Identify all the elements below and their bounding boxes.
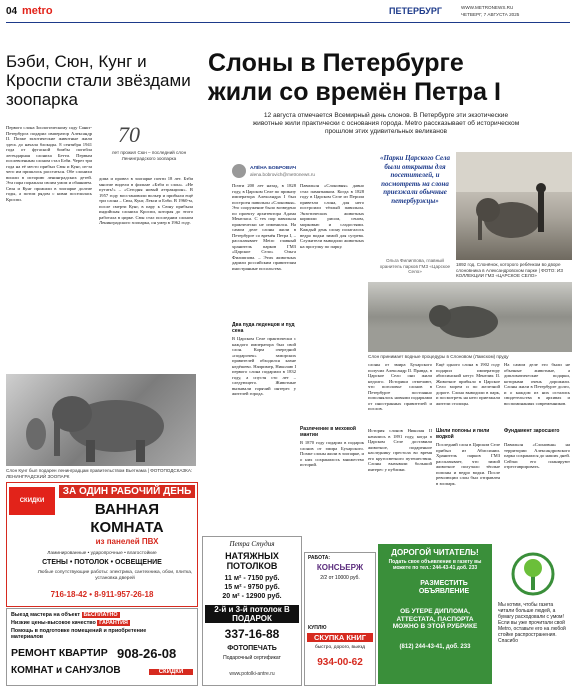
author-name: АЛЁНА БОБРОВИЧ [250,166,297,171]
ad4-phone: 934-00-62 [317,657,363,668]
quote-author: Ольга Филиппова, главный хранитель парков ГМЗ «Царское Село» [379,258,451,275]
subhead-1: Два пуда леденцов и пуд сена [232,322,295,334]
page-number: 04 [6,6,18,17]
photo-caption-top: 1892 год. Слонёнок, которого ребёнком во дворе слоновника в Александровском парке | ФОТО: ИЗ КОЛЛЕКЦИИ ГМЗ «ЦАРСКОЕ СЕЛО» [456,262,563,279]
ad3-price-2: 15 м² - 9750 руб. [224,584,280,591]
section-city: ПЕТЕРБУРГ [389,6,442,16]
ad5-title: ДОРОГОЙ ЧИТАТЕЛЬ! [391,548,479,557]
main-col-e: На самом деле это были не обычные животные, а дипломатические подарки, которыми очень дорожили. Слоны жили в Петербурге долго, и о каждом из них остались свидетельства в архивах и воспоминаниях современников. [504,362,570,406]
brand-logo: metro [22,5,53,17]
ad1-badge: СКИДКИ [9,487,55,515]
elephant-pond-icon [368,282,572,352]
ad2-line-2-text: Низкие цены-высокое качество [11,620,96,626]
ad3-phone: 337-16-88 [224,627,280,641]
ad1-sub: из панелей ПВХ [95,537,159,546]
ad-dear-reader[interactable] [378,544,492,684]
main-col-c: слоны от эмира Бухарского получил Александр II. Правда, в Царское Село они жили недолго. Историки отмечают, что поголовье слонов в Петербурге постоянно пополнялось новыми подарками от иностранных правителей и послов. [368,362,432,411]
ad1-title-1: ВАННАЯ [94,501,160,518]
main-col-d: Ещё одного слона в 1902 году подарил императору абиссинский негус Менелик II. Животное прибыло в Царское Село морем и по железной дороге. Слона выводили в парк, и посмотреть на него приезжали жители столицы. [436,362,500,406]
ad3-price-3: 20 м² - 12900 руб. [222,593,282,600]
author-avatar [232,164,246,178]
ad3-promo: 2-й и 3-й потолок В ПОДАРОК [205,605,299,623]
pull-quote: «Парки Царского Села были открыты для посетителей, и посмотреть на слона приезжали обычные петербуржцы» [379,154,451,205]
elephant-silhouette-icon [6,374,196,466]
main-col-b2: В 1870 году подарил в подарок слонов от эмира Бухарского. Позже слоны жили в зоопарке, и о них сохранилось множество историй. [300,440,364,467]
ad3-extra: ФОТОПЕЧАТЬ [227,645,277,652]
ad2-title: РЕМОНТ КВАРТИР [11,647,108,659]
ad4-books: СКУПКА КНИГ [307,633,373,642]
main-headline-2: жили со времён Петра I [208,78,501,106]
ad-repair[interactable] [6,608,198,686]
elephant-archive-icon [456,152,572,260]
author-email: alena.bobrovich@metronews.ru [250,172,315,177]
ad4-buy: КУПЛЮ [308,625,327,631]
ad-recycle [496,546,572,684]
ad4-title: КОНСЬЕРЖ [316,563,364,572]
ad3-title: НАТЯЖНЫХ ПОТОЛКОВ [225,551,279,571]
ad2-line-2 [11,620,191,626]
sidebar-headline: Бэби, Сюн, Кунг и Кроспи стали звёздами зоопарка [6,52,191,109]
ad4-sub: 2/2 от 10000 руб. [320,575,360,581]
ad-concierge-books[interactable] [304,552,376,686]
big-number: 70 [118,122,140,147]
ad1-title-2: КОМНАТА [90,519,164,536]
ad4-books-sub: быстро, дорого, выезд [314,645,366,650]
ad2-line-1 [11,612,191,618]
main-headline-1: Слоны в Петербурге [208,49,464,77]
ad2-badge: СКИДКИ [149,669,193,675]
photo-caption-bottom: Слон принимает водные процедуры в Слоновом (Ламском) пруду [368,354,509,359]
main-col-d2: Последний слон в Царском Селе прибыл из Абиссинии. Хранитель парков ГМЗ рассказывает, что зимой животное получало тёплые попоны и ведро водки. После революции слон был отправлен в зоопарк. [436,442,500,486]
main-col-e2: Павильон «Слоновня» на территории Александровского парка сохранился до наших дней. Сейчас его планируют отреставрировать. [504,442,570,469]
main-lead: 12 августа отмечается Всемирный день слонов. В Петербурге эти экзотические животные жили практически с основания города. Metro рассказывает об историческом прошлом этих удивительных великанов [252,112,520,135]
ad3-extra-2: Подарочный сертификат [223,655,281,661]
subhead-4: Фундамент заросшего [504,428,560,434]
ad1-line-1: Ламинированные • ударопрочные • влагостойкие [47,551,157,556]
ad5-about: ОБ УТЕРЕ ДИПЛОМА, АТТЕСТАТА, ПАСПОРТА МОЖНО В ЭТОЙ РУБРИКЕ [392,608,478,631]
ad5-place: РАЗМЕСТИТЬ ОБЪЯВЛЕНИЕ [418,580,470,595]
archive-photo-top [456,152,572,260]
number-caption: лет прожил Сюн – последний слон Ленинградского зоопарка [111,150,187,161]
ad2-phone: 908-26-08 [117,646,177,661]
ad-bathroom[interactable] [6,482,198,607]
sidebar-col2: дома и провел в зоопарке почти 18 лет. Бэби многие видели в фильме «Бэби и слон». «Не путать!» – «Сегодня новый аттракцион». В 1957 году восстановили вольер и прибыли ещё три слона – Сюн, Кунг, Лекси и Бэби. В 1960-м, после смерти Кунг, в пару к Сюну прибыла индийская слониха Кроспи, которая до этого работала в цирке. Сюн стал последним слоном Ленинградского зоопарка, он умер в 1962 году. [99,176,193,225]
ad4-work: РАБОТА: [308,555,331,561]
recycle-tree-icon [510,552,556,596]
ad1-line-2: СТЕНЫ • ПОТОЛОК • ОСВЕЩЕНИЕ [42,559,162,566]
ad6-text: Мы котим, чтобы газета читали больше людей, а бумагу расходовали с умом! Если вы уже прочитали свой Metro, оставьте его на любой стойке распространения. Спасибо [498,602,566,644]
main-col-a2: В Царском Селе практически с каждого императора был свой слон. Корм очередной «подарочек» заморских правителей обходился казне недёшево. Например, Николаю I первого слона подарили в 1832 году, а спустя сто лет – следующего. Животные вызывали горячий интерес у жителей города. [232,336,296,396]
ad1-top-banner: ЗА ОДИН РАБОЧИЙ ДЕНЬ [59,485,195,498]
header-rule [6,22,570,23]
sidebar-col1: Первого слона Зоологическому саду Санкт-Петербурга подарил император Александр II. Позже экзотические животные жили здесь до начала блокады. 8 сентября 1941 года от фугасной бомбы погибла легендарная слониха Бетти. Первым послевоенным слоном стал Бэби. Через три года на её место прибыл Сюн и Кунг, из-за чего им пришлось расстаться. Обе слонихи вошли в историю ленинградских детей. Эта пара поражала своим умом и обаянием. Сюн и Кунг прожили в зоопарке долгие годы, а потом рядом с ними поселилась Кроспи. [6,125,92,202]
ad3-brand: Петра Студия [229,540,275,548]
ad3-price-1: 11 м² - 7150 руб. [224,575,280,582]
ad2-subtitle: КОМНАТ и САНУЗЛОВ [11,665,121,676]
ad3-site: www.potolki-antre.ru [229,671,275,677]
subhead-3: Шили попоны и пили водкой [436,428,490,440]
issue-date: ЧЕТВЕРГ, 7 АВГУСТА 2025 [461,12,520,17]
subhead-2: Разлечение в меховой мантии [300,426,356,438]
ad1-phone: 716-18-42 • 8-911-957-26-18 [50,590,154,599]
ad2-line-1-text: Выезд мастера на объект [11,612,81,618]
site-url: WWW.METRONEWS.RU [461,5,514,10]
archive-photo-pond [368,282,572,352]
main-col-b: Павильон «Слоновня» давно стал памятником. Когда в 1828 году в Царском Селе из Персии привезли слона, для него построили тёплый павильон. Экзотических животных кормили рисом, сеном, морковью и сладостями. Каждый день слону полагалось ведро водки зимой для сугрева. Служители выводили животных на прогулку по парку. [300,183,364,249]
ad2-free: БЕСПЛАТНО [83,612,118,618]
ad2-guarantee: ГАРАНТИЯ [99,620,128,626]
left-photo-caption: Слон Кунг был подарен ленинградцам правительством Вьетнама | ФОТОПОДСКАЗКА: ЛЕНИНГРАДСКИЙ ЗООПАРК [6,468,193,479]
elephant-photo-left [6,374,196,466]
ad1-line-3: Любые сопутствующие работы: электрика, сантехника, обои, плитка, установка дверей [37,570,193,581]
page-header [0,0,576,26]
ad5-sub: Подать свое объявление в газету вы можете по тел.: 244-43-41 доб. 233 [388,559,482,571]
ad2-line-3: Помощь в подготовке помещений и приобретение материалов [11,628,147,641]
main-col-c2: История слонов Николая II начались в 1891 году, когда в Царском Селе доставили животное, подаренное наследнику престола во время его кругосветного путешествия. Слоны вызывали большой интерес у публики. [368,428,432,472]
ad-ceilings[interactable] [202,536,302,686]
main-col-a: Почти 200 лет назад, в 1828 году, в Царском Селе по приказу императора Александра I был построен павильон «Слоновня». Это сооружение было возведено по проекту архитектора Адама Менеласа. С тех пор павильон практически не изменился. На самом деле слоны жили в Петербурге со времён Петра I, – рассказывает Metro главный хранитель парков ГМЗ «Царское Село» Ольга Филиппова. – Этих животных дарили российским правителям иностранные посольства. [232,183,296,271]
ad5-phone: (812) 244-43-41, доб. 233 [399,644,471,650]
